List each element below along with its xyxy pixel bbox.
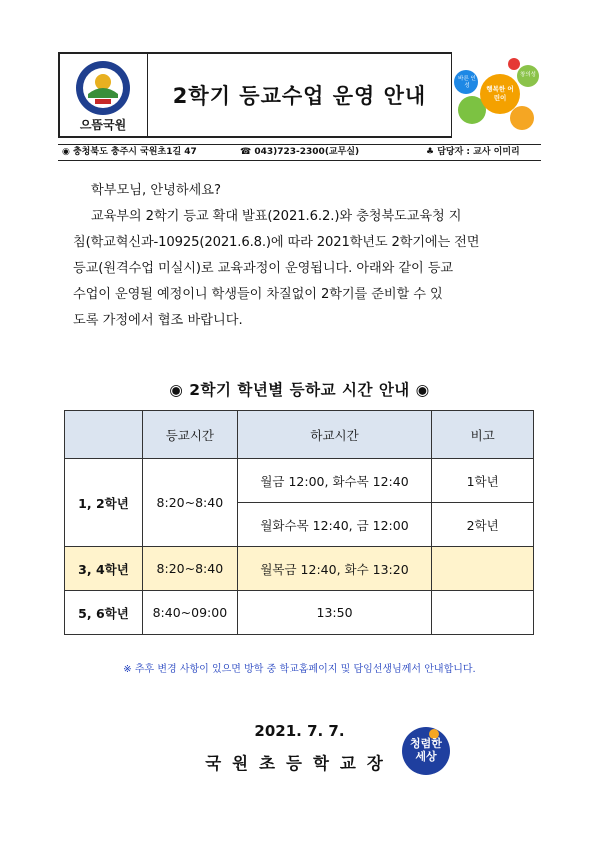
note-cell: 2학년 — [432, 503, 534, 547]
table-row — [65, 591, 534, 635]
school-tag: 으뜸국원 — [64, 116, 142, 134]
school-phone: ☎ 043)723-2300(교무실) — [240, 147, 360, 157]
motto-bubble-3: 창의성 — [520, 72, 536, 78]
letter-line: 도록 가정에서 협조 바랍니다. — [73, 313, 243, 328]
leave-time-cell: 월화수목 12:40, 금 12:00 — [237, 503, 432, 547]
motto-bubble-2: 행복한 어린이 — [486, 85, 514, 102]
leave-time-cell: 월금 12:00, 화수목 12:40 — [237, 459, 432, 503]
table-row — [65, 459, 534, 503]
letter-line: 수업이 운영될 예정이니 학생들이 차질없이 2학기를 준비할 수 있 — [73, 287, 443, 302]
school-address: ◉ 충청북도 충주시 국원초1길 47 — [62, 147, 197, 157]
page-title: 2학기 등교수업 운영 안내 — [172, 84, 427, 108]
integrity-stamp — [396, 724, 456, 776]
leave-time-cell: 13:50 — [237, 591, 432, 635]
school-emblem-icon — [58, 52, 148, 122]
arrive-time-cell: 8:20~8:40 — [143, 459, 238, 547]
arrive-time-cell: 8:40~09:00 — [143, 591, 238, 635]
contact-info-bar — [58, 144, 541, 161]
change-notice: ※ 추후 변경 사항이 있으면 방학 중 학교홈페이지 및 담임선생님께서 안내합니다. — [123, 664, 476, 675]
note-cell — [432, 591, 534, 635]
stamp-text: 청렴한 세상 — [410, 737, 442, 763]
teacher-contact: ♣ 담당자 : 교사 이미리 — [426, 147, 520, 157]
grade-cell: 3, 4학년 — [65, 547, 143, 591]
grade-cell: 1, 2학년 — [65, 459, 143, 547]
issue-date: 2021. 7. 7. — [254, 722, 345, 740]
note-cell — [432, 547, 534, 591]
leave-time-cell: 월목금 12:40, 화수 13:20 — [237, 547, 432, 591]
note-cell: 1학년 — [432, 459, 534, 503]
table-header-row — [65, 411, 534, 459]
table-row — [65, 547, 534, 591]
grade-cell: 5, 6학년 — [65, 591, 143, 635]
letter-line: 침(학교혁신과-10925(2021.6.8.)에 따라 2021학년도 2학기에는 전면 — [73, 235, 480, 250]
table-header-cell: 하교시간 — [237, 411, 432, 459]
motto-bubble-1: 바른 인성 — [458, 76, 476, 89]
table-header-cell — [65, 411, 143, 459]
schedule-table — [64, 410, 534, 635]
table-header-cell: 등교시간 — [143, 411, 238, 459]
section-title: ◉ 2학기 학년별 등하교 시간 안내 ◉ — [169, 381, 430, 399]
school-motto-banner — [451, 52, 541, 138]
letter-line: 교육부의 2학기 등교 확대 발표(2021.6.2.)와 충청북도교육청 지 — [91, 209, 462, 224]
letter-body — [73, 178, 543, 348]
principal-signature: 국원초등학교장 — [205, 754, 394, 773]
table-header-cell: 비고 — [432, 411, 534, 459]
letter-line: 등교(원격수업 미실시)로 교육과정이 운영됩니다. 아래와 같이 등교 — [73, 261, 453, 276]
arrive-time-cell: 8:20~8:40 — [143, 547, 238, 591]
letter-line: 학부모님, 안녕하세요? — [91, 183, 222, 198]
